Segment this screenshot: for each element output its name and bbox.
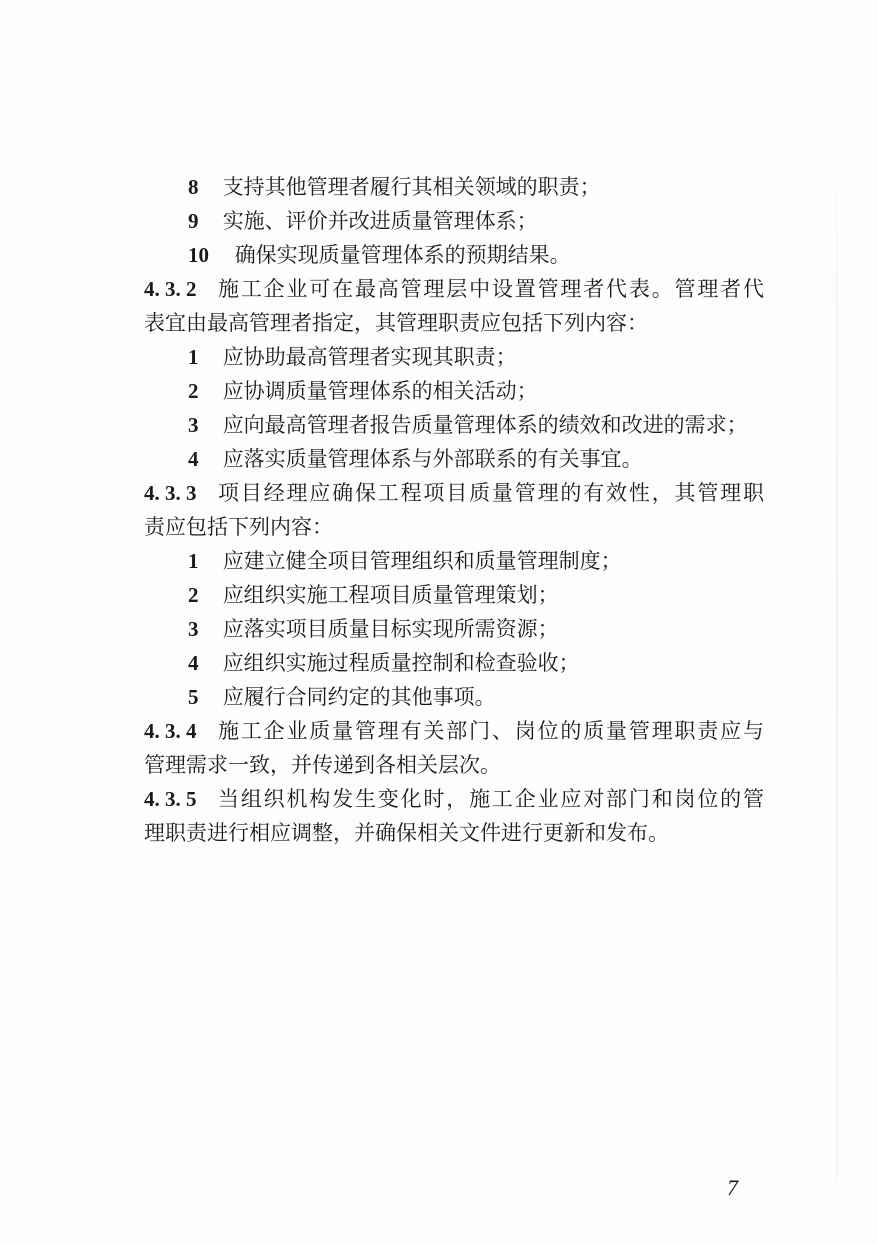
clause-4-3-5-line-1 — [144, 782, 764, 816]
clause-number: 4. 3. 4 — [144, 719, 197, 743]
item-text: 确保实现质量管理体系的预期结果。 — [234, 243, 571, 267]
document-body — [144, 170, 764, 850]
item-number: 1 — [188, 345, 199, 369]
clause-text: 责应包括下列内容： — [144, 515, 333, 539]
item-text: 应协助最高管理者实现其职责； — [222, 345, 517, 369]
list-item — [144, 442, 764, 476]
clause-text: 施工企业可在最高管理层中设置管理者代表。管理者代 — [218, 277, 764, 301]
clause-text: 理职责进行相应调整，并确保相关文件进行更新和发布。 — [144, 821, 669, 845]
clause-4-3-3-line-1 — [144, 476, 764, 510]
clause-4-3-3-line-2 — [144, 510, 764, 544]
item-number: 4 — [188, 651, 199, 675]
clause-number: 4. 3. 5 — [144, 787, 197, 811]
list-item — [144, 408, 764, 442]
clause-4-3-4-line-2 — [144, 748, 764, 782]
item-text: 实施、评价并改进质量管理体系； — [222, 209, 538, 233]
page-edge-shadow — [836, 60, 838, 1180]
list-item — [144, 340, 764, 374]
item-number: 9 — [188, 209, 199, 233]
clause-4-3-5-line-2 — [144, 816, 764, 850]
clause-4-3-2-line-2 — [144, 306, 764, 340]
clause-text: 项目经理应确保工程项目质量管理的有效性，其管理职 — [218, 481, 764, 505]
item-number: 2 — [188, 583, 199, 607]
item-text: 应落实质量管理体系与外部联系的有关事宜。 — [222, 447, 643, 471]
clause-text: 管理需求一致，并传递到各相关层次。 — [144, 753, 501, 777]
page-number: 7 — [727, 1175, 738, 1200]
list-item — [144, 680, 764, 714]
clause-text: 当组织机构发生变化时，施工企业应对部门和岗位的管 — [218, 787, 764, 811]
item-number: 4 — [188, 447, 199, 471]
item-number: 10 — [188, 243, 209, 267]
list-item — [144, 374, 764, 408]
item-number: 5 — [188, 685, 199, 709]
item-number: 3 — [188, 617, 199, 641]
list-item — [144, 646, 764, 680]
item-text: 应组织实施工程项目质量管理策划； — [222, 583, 559, 607]
item-text: 应建立健全项目管理组织和质量管理制度； — [222, 549, 622, 573]
item-number: 3 — [188, 413, 199, 437]
clause-4-3-4-line-1 — [144, 714, 764, 748]
item-text: 应组织实施过程质量控制和检查验收； — [222, 651, 580, 675]
item-number: 2 — [188, 379, 199, 403]
item-text: 应向最高管理者报告质量管理体系的绩效和改进的需求； — [222, 413, 748, 437]
item-text: 应协调质量管理体系的相关活动； — [222, 379, 538, 403]
item-text: 应落实项目质量目标实现所需资源； — [222, 617, 559, 641]
list-item — [144, 612, 764, 646]
clause-text: 表宜由最高管理者指定，其管理职责应包括下列内容： — [144, 311, 648, 335]
item-number: 8 — [188, 175, 199, 199]
list-item — [144, 170, 764, 204]
item-text: 支持其他管理者履行其相关领域的职责； — [222, 175, 601, 199]
list-item — [144, 238, 764, 272]
list-item — [144, 578, 764, 612]
list-item — [144, 544, 764, 578]
list-item — [144, 204, 764, 238]
item-number: 1 — [188, 549, 199, 573]
clause-number: 4. 3. 3 — [144, 481, 197, 505]
clause-text: 施工企业质量管理有关部门、岗位的质量管理职责应与 — [218, 719, 764, 743]
clause-4-3-2-line-1 — [144, 272, 764, 306]
item-text: 应履行合同约定的其他事项。 — [222, 685, 496, 709]
clause-number: 4. 3. 2 — [144, 277, 197, 301]
